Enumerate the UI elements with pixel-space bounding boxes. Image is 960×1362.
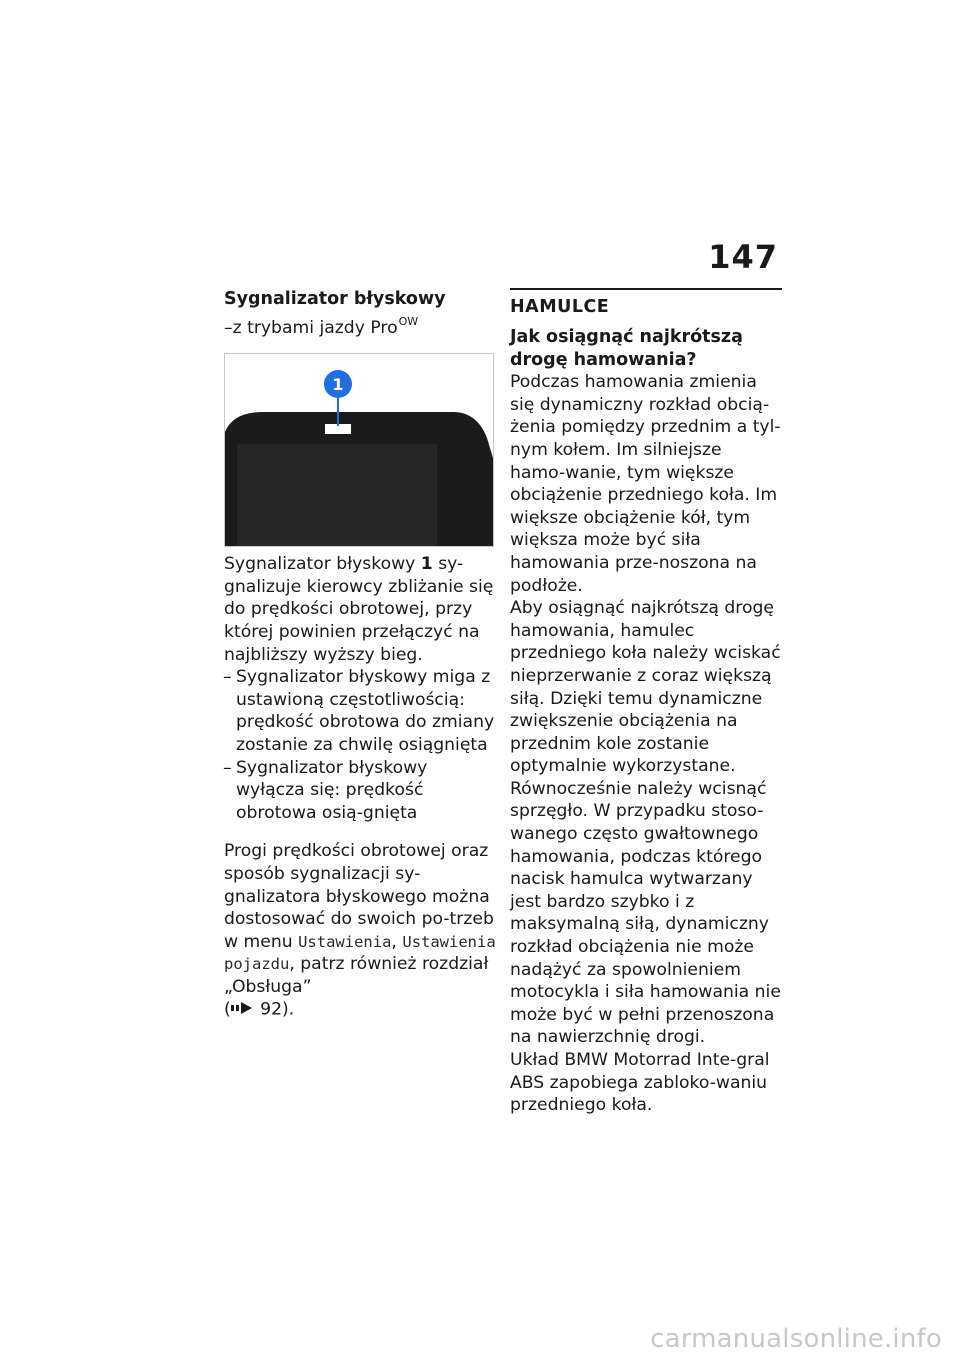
menu-path-settings: Ustawienia xyxy=(298,932,392,951)
braking-paragraph-1: Podczas hamowania zmienia się dynamiczny rozkład obcią-żenia pomiędzy przednim a tyl-nym kołem. Im silniejsze hamo-wanie, tym większe obciążenie przedniego koła. Im większe obciążenie kół, tym większa może być siła hamowania prze-noszona na podłoże. xyxy=(510,372,781,596)
intro-text: Sygnalizator błyskowy xyxy=(224,554,421,575)
menu-separator: , xyxy=(391,931,403,952)
section-subtitle xyxy=(224,311,496,340)
chapter-rule xyxy=(510,288,782,290)
intro-text-rest: sy-gnalizuje kierowcy zbliżanie się do prędkości obrotowej, przy której powinien przełączyć na najbliższy wyższy bieg. xyxy=(224,554,494,665)
settings-text-rest: , patrz również rozdział „Obsługa” xyxy=(224,954,489,997)
subtitle-text: –z trybami jazdy Pro xyxy=(224,317,398,338)
list-item xyxy=(224,666,496,756)
display-figure xyxy=(224,353,494,547)
right-column xyxy=(510,288,782,1117)
menu-path-vehicle-settings: Ustawienia pojazdu xyxy=(224,932,496,974)
left-column xyxy=(224,288,496,1021)
chapter-title: HAMULCE xyxy=(510,297,610,317)
watermark: carmanualsonline.info xyxy=(650,1324,942,1354)
abs-paragraph: Układ BMW Motorrad Inte-gral ABS zapobiega zabloko-waniu przedniego koła. xyxy=(510,1050,770,1116)
section-title: Sygnalizator błyskowy xyxy=(224,289,446,309)
intro-callout-ref: 1 xyxy=(420,554,433,575)
list-dash: – xyxy=(223,667,232,688)
arrow-right-icon xyxy=(231,998,255,1021)
callout-number: 1 xyxy=(332,375,344,395)
list-item-text: Sygnalizator błyskowy wyłącza się: prędkość obrotowa osią-gnięta xyxy=(236,757,428,823)
ref-open: ( xyxy=(224,999,231,1020)
subtitle-superscript: OW xyxy=(398,314,419,328)
intro-paragraph xyxy=(224,553,496,666)
display-screen xyxy=(237,444,437,546)
list-dash: – xyxy=(223,757,232,778)
settings-paragraph xyxy=(224,840,496,1021)
page-reference[interactable]: 92). xyxy=(254,999,295,1020)
list-item xyxy=(224,757,496,825)
tft-display-illustration xyxy=(225,354,493,546)
settings-text: Progi prędkości obrotowej oraz sposób sygnalizacji sy-gnalizatora błyskowego można dostosować do swoich po-trzeb w menu xyxy=(224,841,494,952)
question-heading: Jak osiągnąć najkrótszą drogę hamowania? xyxy=(510,327,743,370)
state-list xyxy=(224,666,496,824)
list-item-text: Sygnalizator błyskowy miga z ustawioną częstotliwością: prędkość obrotowa do zmiany zostanie za chwilę osiągnięta xyxy=(236,667,495,755)
page-number: 147 xyxy=(708,238,778,276)
braking-paragraph-2: Aby osiągnąć najkrótszą drogę hamowania, hamulec przedniego koła należy wciskać nieprzerwanie z coraz większą siłą. Dzięki temu dynamiczne zwiększenie obciążenia na przednim kole zostanie optymalnie wykorzystane. xyxy=(510,598,781,777)
braking-paragraph-3: Równocześnie należy wcisnąć sprzęgło. W przypadku stoso-wanego często gwałtownego hamowania, podczas którego nacisk hamulca wytwarzany jest bardzo szybko i z maksymalną siłą, dynamiczny rozkład obciążenia nie może nadążyć za spowolnieniem motocykla i siła hamowania nie może być w pełni przenoszona na nawierzchnię drogi. xyxy=(510,778,781,1048)
